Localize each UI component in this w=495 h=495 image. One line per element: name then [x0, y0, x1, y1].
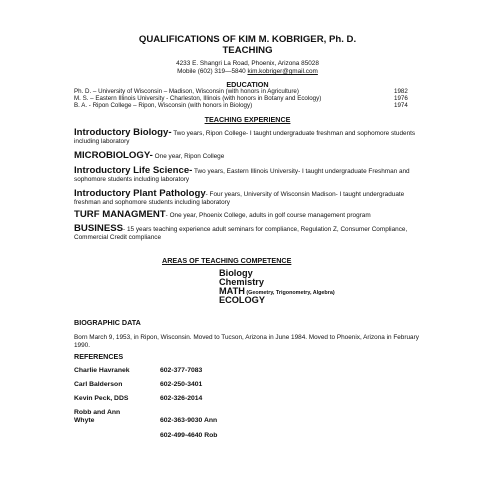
education-item: B. A. - Ripon College – Ripon, Wisconsin (with honors in Biology): [74, 102, 253, 109]
teaching-entry: [74, 211, 424, 220]
teaching-entry-title: Introductory Plant Pathology: [74, 188, 206, 199]
phone-text: Mobile (602) 319—5840: [177, 68, 248, 75]
competence-item: Chemistry: [219, 277, 264, 287]
address-line: 4233 E. Shangri La Road, Phoenix, Arizona 85028: [176, 60, 319, 67]
reference-name: Robb and Ann Whyte: [74, 409, 121, 425]
reference-phone: 602-377-7083: [160, 367, 203, 374]
teaching-entry-title: BUSINESS: [74, 223, 124, 234]
education-year: 1982: [394, 88, 408, 95]
reference-phone: 602-499-4640 Rob: [160, 432, 218, 439]
teaching-entry-title: TURF MANAGMENT: [74, 209, 166, 220]
teaching-entry-title: Introductory Life Science-: [74, 165, 193, 176]
education-year: 1976: [394, 95, 408, 102]
education-heading: EDUCATION: [226, 80, 269, 89]
biographic-text: Born March 9, 1953, in Ripon, Wisconsin. Moved to Tucson, Arizona in June 1984. Moved to Phoenix, Arizona in February 1990.: [74, 334, 419, 350]
references-heading: REFERENCES: [74, 352, 124, 361]
teaching-heading: TEACHING EXPERIENCE: [204, 115, 291, 124]
teaching-entry-desc: One year, Ripon College: [152, 153, 225, 160]
teaching-entry-desc: Two years, Eastern Illinois University- I taught undergraduate Freshman and sophomore students including laboratory: [74, 168, 410, 184]
teaching-entry-desc: - Four years, University of Wisconsin Madison- I taught undergraduate freshman and sophomore students including laboratory: [74, 191, 405, 207]
competence-heading: AREAS OF TEACHING COMPETENCE: [162, 256, 292, 265]
document-subtitle: TEACHING: [222, 45, 273, 56]
email-link[interactable]: kim.kobriger@gmail.com: [247, 68, 318, 75]
reference-phone: 602-363-9030 Ann: [160, 417, 218, 424]
competence-item: ECOLOGY: [219, 295, 265, 305]
teaching-entry: [74, 167, 424, 184]
teaching-entry: [74, 190, 424, 207]
document-title: QUALIFICATIONS OF KIM M. KOBRIGER, Ph. D.: [138, 34, 357, 45]
competence-item: MATH (Geometry, Trigonometry, Algebra): [219, 286, 335, 296]
teaching-entry-desc: - One year, Phoenix College, adults in golf course management program: [165, 212, 371, 219]
reference-name: Kevin Peck, DDS: [74, 395, 129, 402]
teaching-entry-title: MICROBIOLOGY-: [74, 150, 153, 161]
teaching-entry: [74, 225, 424, 242]
competence-item: Biology: [219, 268, 253, 278]
reference-name: Charlie Havranek: [74, 367, 130, 374]
education-year: 1974: [394, 102, 408, 109]
teaching-entry-title: Introductory Biology-: [74, 127, 172, 138]
education-item: Ph. D. – University of Wisconsin – Madison, Wisconsin (with honors in Agriculture): [74, 88, 299, 95]
contact-line: [0, 68, 495, 76]
reference-phone: 602-250-3401: [160, 381, 203, 388]
teaching-entry-desc: Two years, Ripon College- I taught undergraduate freshman and sophomore students including laboratory: [74, 130, 416, 146]
reference-name: Carl Balderson: [74, 381, 123, 388]
teaching-entry: [74, 129, 424, 146]
education-item: M. S. – Eastern Illinois University - Charleston, Illinois (with honors in Botany and Ecology): [74, 95, 322, 102]
teaching-entry-desc: - 15 years teaching experience adult seminars for compliance, Regulation Z, Consumer Compliance, Commercial Credit compliance: [74, 226, 408, 242]
teaching-entry: [74, 152, 424, 161]
reference-phone: 602-326-2014: [160, 395, 203, 402]
biographic-heading: BIOGRAPHIC DATA: [74, 318, 141, 327]
